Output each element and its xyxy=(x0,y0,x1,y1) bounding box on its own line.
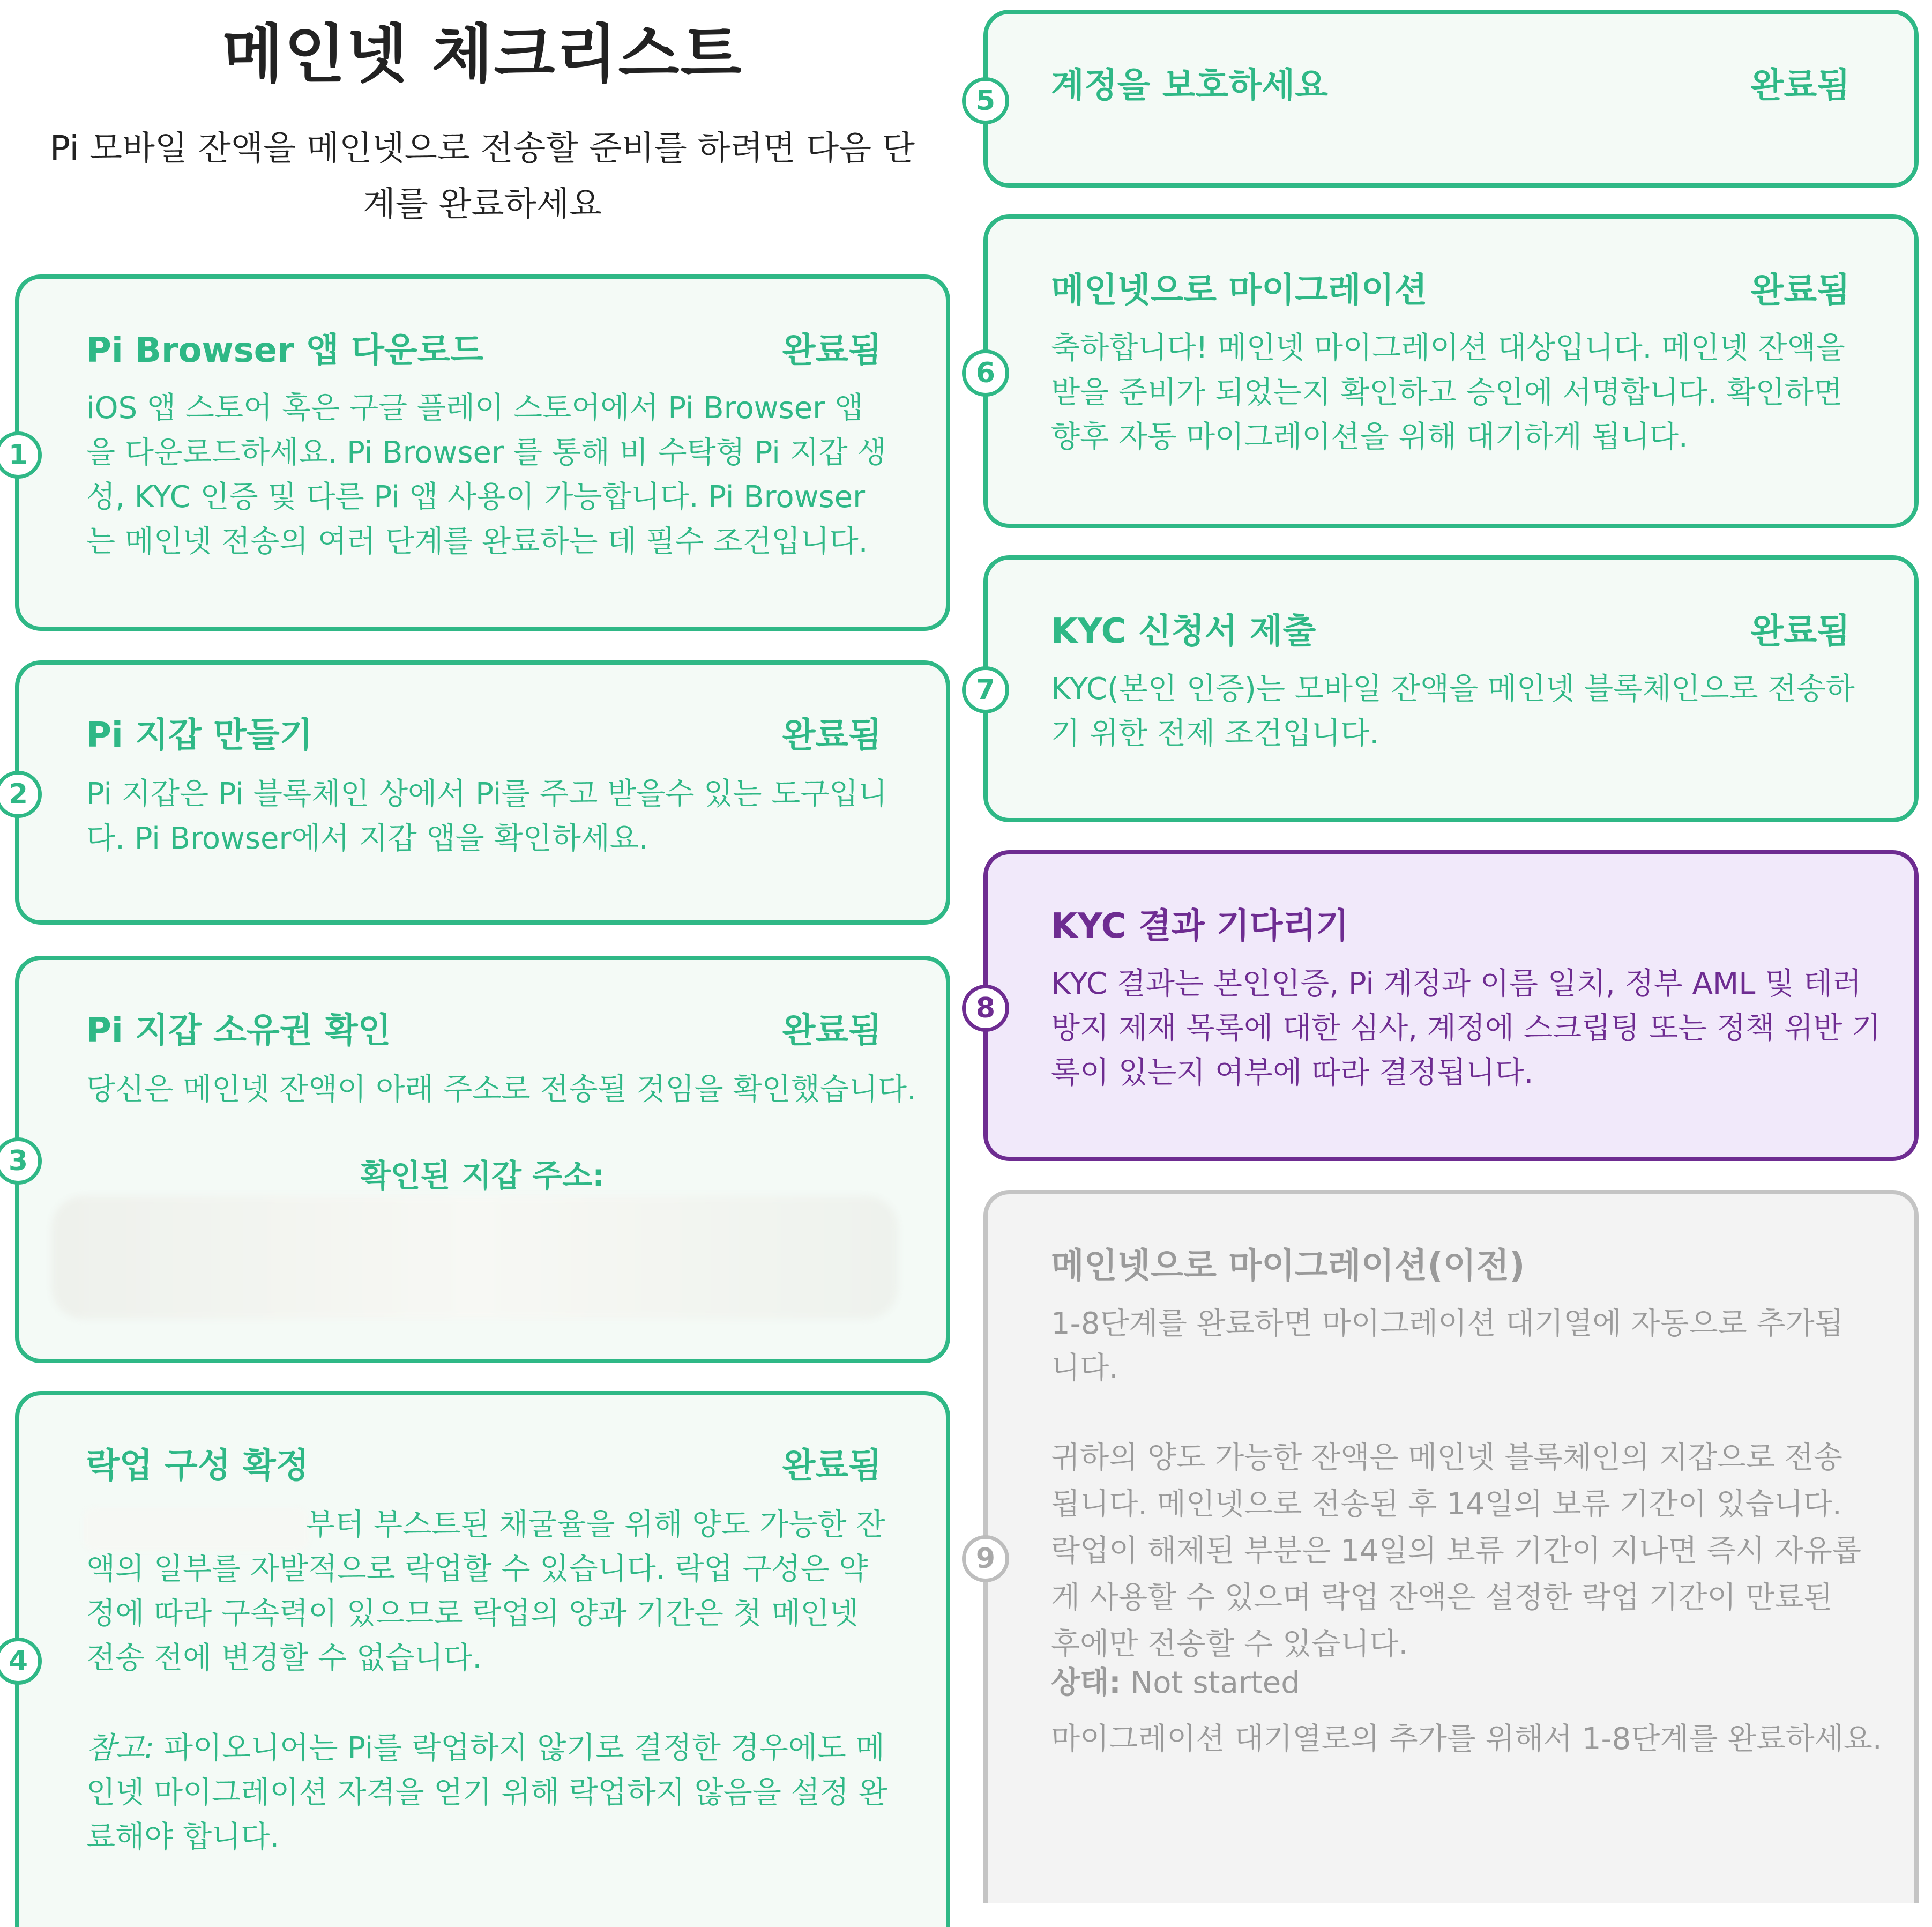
step-title: 계정을 보호하세요 xyxy=(1051,66,1328,106)
step-number-badge: 9 xyxy=(962,1535,1009,1582)
step-title: 락업 구성 확정 xyxy=(86,1446,309,1486)
step-card-5[interactable] xyxy=(983,10,1919,188)
step-number-badge: 1 xyxy=(0,431,42,479)
page-title: 메인넷 체크리스트 xyxy=(222,17,743,91)
status-badge: 완료됨 xyxy=(1750,612,1850,651)
step-title: KYC 결과 기다리기 xyxy=(1051,906,1349,946)
step-title: 메인넷으로 마이그레이션(이전) xyxy=(1051,1246,1525,1286)
status-badge: 완료됨 xyxy=(1750,66,1850,106)
status-badge: 완료됨 xyxy=(782,716,882,755)
step-description: KYC(본인 인증)는 모바일 잔액을 메인넷 블록체인으로 전송하기 위한 전제 조건입니다. xyxy=(1051,672,1855,751)
step-title: KYC 신청서 제출 xyxy=(1051,612,1316,651)
step-card-4[interactable] xyxy=(15,1391,950,1927)
step-description: iOS 앱 스토어 혹은 구글 플레이 스토어에서 Pi Browser 앱을 다운로드하세요. Pi Browser 를 통해 비 수탁형 Pi 지갑 생성, KYC 인증 및 다른 Pi 앱 사용이 가능합니다. Pi Browser 는 메인넷 전송의 여러 단계를 완료하는 데 필수 조건입니다. xyxy=(86,391,886,559)
step-card-9[interactable] xyxy=(983,1190,1919,1903)
step-card-2[interactable] xyxy=(15,660,950,925)
step-description: 부터 부스트된 채굴율을 위해 양도 가능한 잔액의 일부를 자발적으로 락업할 수 있습니다. 락업 구성은 약정에 따라 구속력이 있으므로 락업의 양과 기간은 첫 메인넷 전송 전에 변경할 수 없습니다. xyxy=(86,1507,885,1676)
step-title: Pi Browser 앱 다운로드 xyxy=(86,331,484,370)
step-title: 메인넷으로 마이그레이션 xyxy=(1051,271,1428,310)
step-number-badge: 5 xyxy=(962,77,1009,124)
step-footer-note: 마이그레이션 대기열로의 추가를 위해서 1-8단계를 완료하세요. xyxy=(1051,1722,1882,1757)
step-description: 당신은 메인넷 잔액이 아래 주소로 전송될 것임을 확인했습니다. xyxy=(86,1072,916,1107)
verified-address-label: 확인된 지갑 주소: xyxy=(360,1157,605,1194)
step-note: 참고: 파이오니어는 Pi를 락업하지 않기로 결정한 경우에도 메인넷 마이그레이션 자격을 얻기 위해 락업하지 않음을 설정 완료해야 합니다. xyxy=(86,1731,887,1855)
step-number-badge: 2 xyxy=(0,771,42,818)
step-title: Pi 지갑 만들기 xyxy=(86,716,313,755)
step-description: 1-8단계를 완료하면 마이그레이션 대기열에 자동으로 추가됩니다. xyxy=(1051,1306,1844,1386)
step-number-badge: 7 xyxy=(962,666,1009,713)
step-description: KYC 결과는 본인인증, Pi 계정과 이름 일치, 정부 AML 및 테러 방지 제재 목록에 대한 심사, 계정에 스크립팅 또는 정책 위반 기록이 있는지 여부에 따라 결정됩니다. xyxy=(1051,966,1881,1090)
page-subtitle: Pi 모바일 잔액을 메인넷으로 전송할 준비를 하려면 다음 단계를 완료하세요 xyxy=(49,129,915,224)
step-card-6[interactable] xyxy=(983,214,1919,528)
step-card-7[interactable] xyxy=(983,555,1919,822)
step-description: 축하합니다! 메인넷 마이그레이션 대상입니다. 메인넷 잔액을 받을 준비가 되었는지 확인하고 승인에 서명합니다. 확인하면 향후 자동 마이그레이션을 위해 대기하게 됩니다. xyxy=(1051,331,1845,455)
blurred-wallet-address xyxy=(51,1196,898,1319)
status-badge: 완료됨 xyxy=(1750,271,1850,310)
status-badge: 완료됨 xyxy=(782,1446,882,1486)
status-value: Not started xyxy=(1130,1665,1300,1700)
migration-status xyxy=(1051,1661,1300,1705)
step-card-3[interactable] xyxy=(15,956,950,1363)
step-number-badge: 8 xyxy=(962,985,1009,1032)
step-card-1[interactable] xyxy=(15,274,950,631)
step-number-badge: 6 xyxy=(962,349,1009,397)
note-label: 참고: xyxy=(86,1731,155,1766)
step-number-badge: 3 xyxy=(0,1137,42,1185)
step-card-8[interactable] xyxy=(983,850,1919,1161)
status-badge: 완료됨 xyxy=(782,331,882,370)
status-badge: 완료됨 xyxy=(782,1011,882,1051)
step-description-2: 귀하의 양도 가능한 잔액은 메인넷 블록체인의 지갑으로 전송됩니다. 메인넷으로 전송된 후 14일의 보류 기간이 있습니다. 락업이 해제된 부분은 14일의 보류 기간이 지나면 즉시 자유롭게 사용할 수 있으며 락업 잔액은 설정한 락업 기간이 만료된 후에만 전송할 수 있습니다. xyxy=(1051,1440,1861,1662)
step-title: Pi 지갑 소유권 확인 xyxy=(86,1011,391,1051)
status-label: 상태: xyxy=(1051,1665,1121,1700)
step-number-badge: 4 xyxy=(0,1638,42,1685)
step-description: Pi 지갑은 Pi 블록체인 상에서 Pi를 주고 받을수 있는 도구입니다. Pi Browser에서 지갑 앱을 확인하세요. xyxy=(86,777,887,856)
